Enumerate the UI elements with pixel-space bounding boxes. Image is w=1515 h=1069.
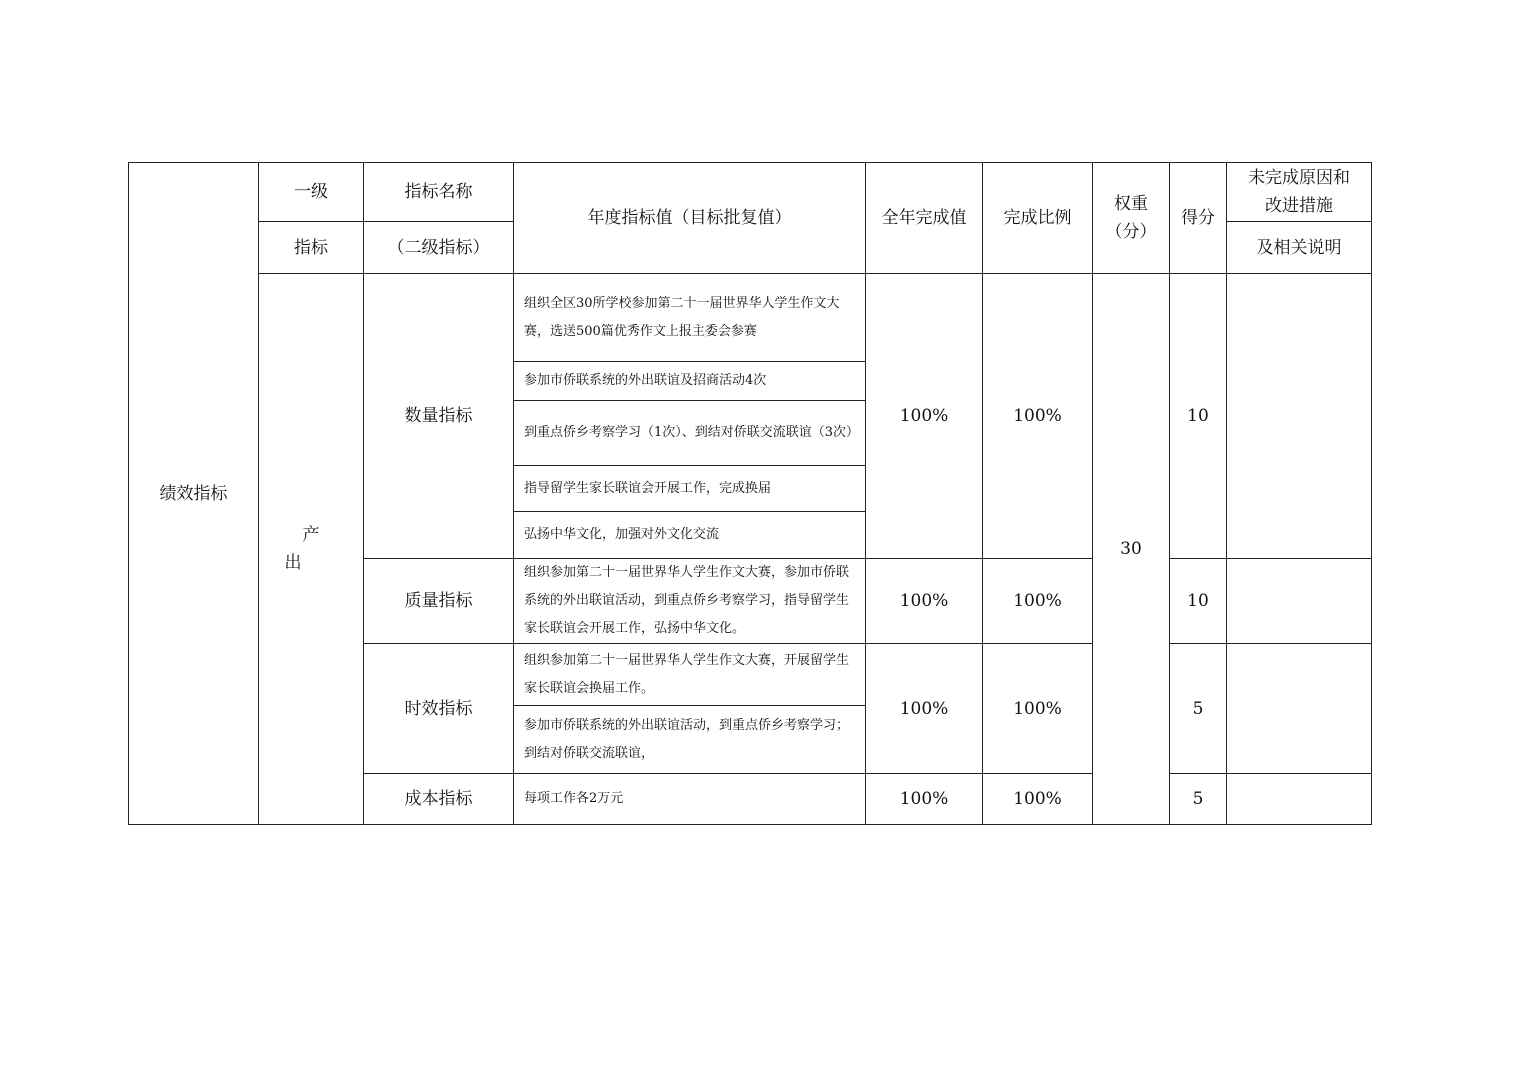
ratio-value: 100% [1013,698,1062,719]
ratio-value: 100% [1013,591,1062,611]
level1-cell [259,274,364,825]
header-completion-ratio [983,163,1093,274]
target-item [514,274,866,362]
section-label-cell [129,163,259,825]
target-item-text: 每项工作各2万元 [524,791,624,806]
header-notes-cont [1227,222,1372,274]
actual-value: 100% [899,789,949,809]
target-item-text: 参加市侨联系统的外出联谊及招商活动4次 [524,373,767,388]
score-value: 5 [1192,789,1204,809]
weight-value-cell [1093,274,1170,825]
header-weight [1093,163,1170,274]
target-item-text: 指导留学生家长联谊会开展工作，完成换届 [524,480,772,496]
header-score-label: 得分 [1181,208,1215,228]
notes-cell [1227,274,1372,559]
header-notes-line1: 未完成原因和 [1248,168,1350,188]
header-weight-line2: （分） [1105,222,1157,242]
actual-value-cell [866,274,983,559]
score-value-cell [1170,774,1227,825]
group-name-label: 数量指标 [404,406,473,426]
header-name-line2: （二级指标） [387,237,490,258]
score-value-cell [1170,559,1227,644]
target-item-text: 到重点侨乡考察学习（1次）、到结对侨联交流联谊（3次） [524,425,860,440]
header-weight-line1: 权重 [1114,194,1148,214]
header-notes-line2: 改进措施 [1265,196,1333,216]
score-value: 10 [1187,406,1209,426]
header-name-line1: 指标名称 [404,182,473,202]
performance-indicator-table [128,162,1372,825]
actual-value-cell [866,644,983,774]
target-item [514,466,866,512]
score-value: 5 [1192,698,1204,719]
actual-value: 100% [899,406,949,426]
header-notes [1227,163,1372,222]
header-target-value [514,163,866,274]
group-name-quantity [364,274,514,559]
header-indicator-name [364,163,514,222]
header-notes-line3: 及相关说明 [1256,237,1342,258]
target-item-text: 弘扬中华文化，加强对外文化交流 [524,527,720,542]
group-name-label: 成本指标 [404,789,473,809]
group-name-timeliness [364,644,514,774]
ratio-value: 100% [1013,406,1062,426]
group-name-label: 时效指标 [404,698,473,719]
target-item [514,512,866,559]
actual-value-cell [866,559,983,644]
notes-cell [1227,774,1372,825]
ratio-value-cell [983,644,1093,774]
header-score [1170,163,1227,274]
target-item [514,706,866,774]
target-item-text: 组织参加第二十一届世界华人学生作文大赛，参加市侨联系统的外出联谊活动，到重点侨乡考察学习，指导留学生家长联谊会开展工作，弘扬中华文化。 [524,565,850,636]
actual-value: 100% [899,698,949,719]
score-value: 10 [1187,591,1209,611]
target-item-text: 参加市侨联系统的外出联谊活动，到重点侨乡考察学习；到结对侨联交流联谊， [524,717,850,761]
section-label: 绩效指标 [159,483,228,504]
notes-cell [1227,644,1372,774]
header-level1-cont [259,222,364,274]
ratio-value-cell [983,274,1093,559]
header-level1-line1: 一级 [294,182,328,202]
level1-label: 产出 [284,525,356,573]
actual-value: 100% [899,591,949,611]
header-actual-label: 全年完成值 [881,208,967,228]
target-item [514,401,866,466]
score-value-cell [1170,644,1227,774]
target-item [514,644,866,706]
header-target-label: 年度指标值（目标批复值） [587,208,792,228]
weight-value: 30 [1120,539,1142,559]
group-name-cost [364,774,514,825]
target-item [514,362,866,401]
header-level1 [259,163,364,222]
target-item-text: 组织参加第二十一届世界华人学生作文大赛，开展留学生家长联谊会换届工作。 [524,652,850,696]
score-value-cell [1170,274,1227,559]
header-actual-value [866,163,983,274]
header-level1-line2: 指标 [294,237,328,258]
target-item [514,559,866,644]
target-item [514,774,866,825]
ratio-value-cell [983,774,1093,825]
target-item-text: 组织全区30所学校参加第二十一届世界华人学生作文大赛，选送500篇优秀作文上报主委会参赛 [524,295,840,339]
actual-value-cell [866,774,983,825]
header-indicator-name-cont [364,222,514,274]
notes-cell [1227,559,1372,644]
ratio-value-cell [983,559,1093,644]
group-name-label: 质量指标 [404,591,473,611]
ratio-value: 100% [1013,789,1062,809]
header-ratio-label: 完成比例 [1003,208,1072,228]
group-name-quality [364,559,514,644]
